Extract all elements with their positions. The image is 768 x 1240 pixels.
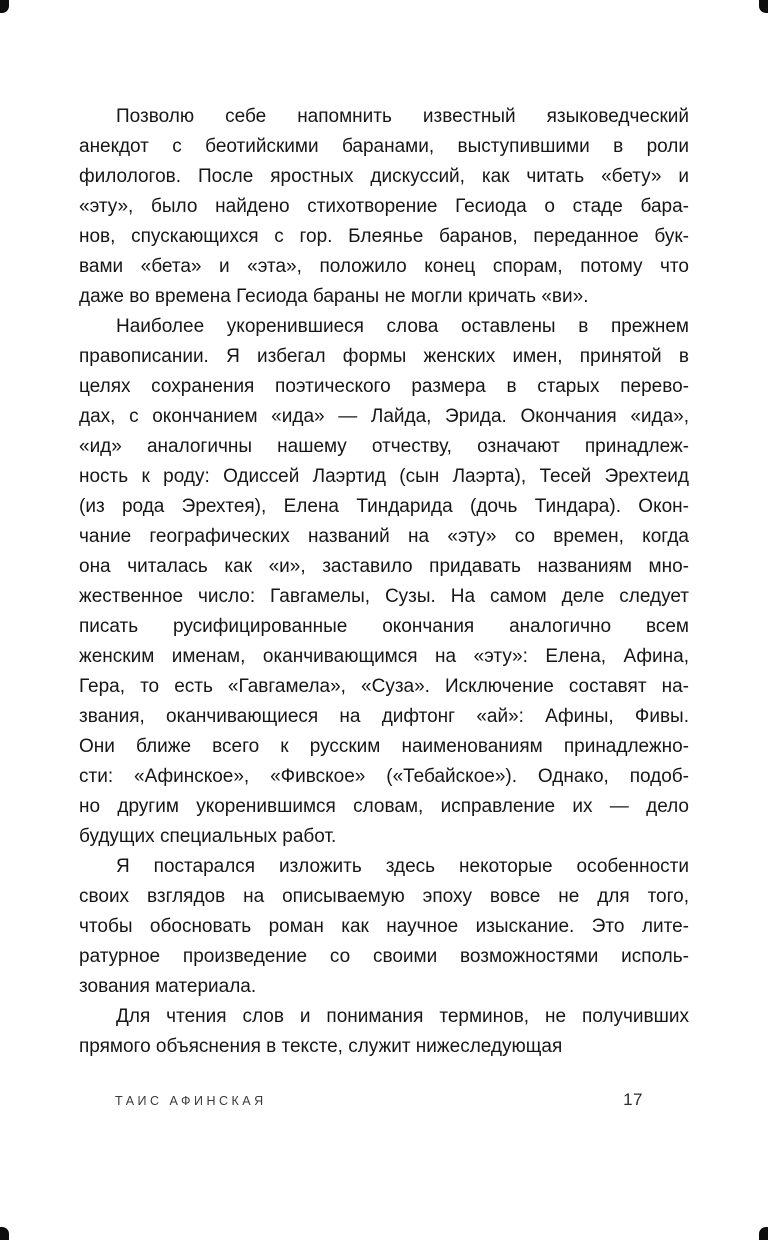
scan-corner-artifact	[759, 1227, 768, 1240]
text-line: чание географических названий на «эту» со времен, когда	[79, 526, 689, 547]
text-line: чтобы обосновать роман как научное изыскание. Это лите-	[79, 916, 689, 937]
text-line: Я постарался изложить здесь некоторые особенности	[116, 856, 689, 877]
text-line: писать русифицированные окончания аналогично всем	[79, 616, 689, 637]
text-line: зования материала.	[79, 976, 257, 997]
text-line: «ид» аналогичны нашему отчеству, означают принадлеж-	[79, 436, 689, 457]
text-line: анекдот с беотийскими баранами, выступившими в роли	[79, 136, 689, 157]
text-line: Для чтения слов и понимания терминов, не получивших	[116, 1006, 689, 1027]
text-line: «эту», было найдено стихотворение Гесиода о стаде бара-	[79, 196, 689, 217]
text-line: (из рода Эрехтея), Елена Тиндарида (дочь Тиндара). Окон-	[79, 496, 689, 517]
text-line: даже во времена Гесиода бараны не могли кричать «ви».	[79, 286, 589, 307]
text-line: ность к роду: Одиссей Лаэртид (сын Лаэрта), Тесей Эрехтеид	[79, 466, 689, 487]
text-line: целях сохранения поэтического размера в старых перево-	[79, 376, 689, 397]
text-line: но другим укоренившимся словам, исправление их — дело	[79, 796, 689, 817]
page-body-text	[79, 102, 689, 1062]
text-line: жественное число: Гавгамелы, Сузы. На самом деле следует	[79, 586, 689, 607]
running-title: ТАИС АФИНСКАЯ	[115, 1094, 267, 1108]
text-line: вами «бета» и «эта», положило конец спорам, потому что	[79, 256, 689, 277]
scan-corner-artifact	[759, 0, 768, 13]
text-line: женским именам, оканчивающимся на «эту»: Елена, Афина,	[79, 646, 689, 667]
text-line: Гера, то есть «Гавгамела», «Суза». Исключение составят на-	[79, 676, 689, 697]
text-line: прямого объяснения в тексте, служит нижеследующая	[79, 1036, 563, 1057]
page-footer	[79, 1090, 689, 1110]
text-line: ратурное произведение со своими возможностями исполь-	[79, 946, 689, 967]
text-line: звания, оканчивающиеся на дифтонг «ай»: Афины, Фивы.	[79, 706, 689, 727]
text-line: Позволю себе напомнить известный языковедческий	[116, 106, 689, 127]
text-line: Они ближе всего к русским наименованиям принадлежно-	[79, 736, 689, 757]
text-line: сти: «Афинское», «Фивское» («Тебайское»). Однако, подоб-	[79, 766, 689, 787]
text-line: нов, спускающихся с гор. Блеянье баранов, переданное бук-	[79, 226, 689, 247]
text-line: она читалась как «и», заставило придавать названиям мно-	[79, 556, 689, 577]
text-line: правописании. Я избегал формы женских имен, принятой в	[79, 346, 689, 367]
text-line: дах, с окончанием «ида» — Лайда, Эрида. Окончания «ида»,	[79, 406, 689, 427]
text-line: будущих специальных работ.	[79, 826, 337, 847]
text-line: Наиболее укоренившиеся слова оставлены в прежнем	[116, 316, 689, 337]
text-line: филологов. После яростных дискуссий, как читать «бету» и	[79, 166, 689, 187]
text-line: своих взглядов на описываемую эпоху вовсе не для того,	[79, 886, 689, 907]
page-number: 17	[623, 1090, 643, 1109]
scan-corner-artifact	[0, 1227, 9, 1240]
scan-corner-artifact	[0, 0, 9, 13]
